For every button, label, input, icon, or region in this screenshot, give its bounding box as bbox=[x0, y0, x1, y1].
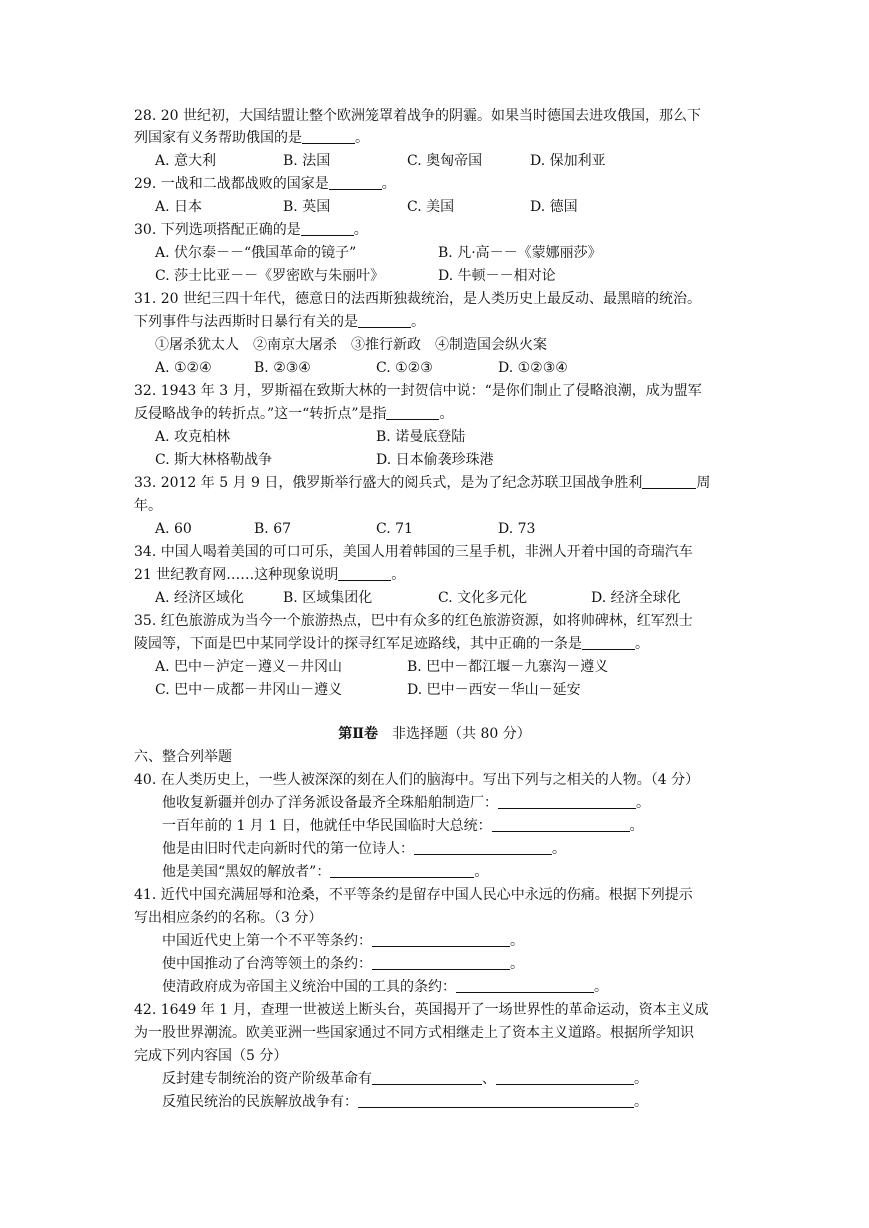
q28-stem: 列国家有义务帮助俄国的是 bbox=[134, 130, 302, 146]
q40-item-4: 他是美国“黑奴的解放者”： 。 bbox=[162, 864, 489, 880]
answer-blank[interactable] bbox=[498, 794, 636, 809]
q31-option-a: A. ①②④ bbox=[155, 360, 212, 376]
answer-blank[interactable] bbox=[386, 405, 439, 420]
q35-option-b: B. 巴中－都江堰－九寨沟－遵义 bbox=[407, 659, 609, 675]
q40-item-3: 他是由旧时代走向新时代的第一位诗人： 。 bbox=[162, 841, 566, 857]
q34-option-d: D. 经济全球化 bbox=[591, 590, 681, 606]
q30-stem: 30. 下列选项搭配正确的是 bbox=[134, 222, 301, 238]
answer-blank[interactable] bbox=[372, 932, 510, 947]
q42-item-1: 反封建专制统治的资产阶级革命有 、 。 bbox=[162, 1071, 648, 1087]
q33-option-d: D. 73 bbox=[498, 521, 536, 537]
q31-line2: 下列事件与法西斯时日暴行有关的是 。 bbox=[134, 314, 425, 330]
q32-stem: 反侵略战争的转折点。”这一“转折点”是指 bbox=[134, 406, 387, 422]
q34-option-a: A. 经济区域化 bbox=[155, 590, 245, 606]
q31-stem: 下列事件与法西斯时日暴行有关的是 bbox=[134, 314, 358, 330]
answer-blank[interactable] bbox=[358, 313, 411, 328]
answer-blank[interactable] bbox=[456, 978, 594, 993]
q41-line2: 写出相应条约的名称。（3 分） bbox=[134, 910, 323, 926]
q40-stem: 40. 在人类历史上，一些人被深深的刻在人们的脑海中。写出下列与之相关的人物。（4 分） bbox=[134, 772, 700, 788]
q34-line1: 34. 中国人喝着美国的可口可乐，美国人用着韩国的三星手机，非洲人开着中国的奇瑞汽车 bbox=[134, 544, 693, 560]
section-title-bold: 第Ⅱ卷 bbox=[338, 726, 379, 742]
answer-blank[interactable] bbox=[582, 635, 635, 650]
q28-option-b: B. 法国 bbox=[283, 153, 331, 169]
q34-line2: 21 世纪教育网……这种现象说明 。 bbox=[134, 567, 406, 583]
q28-option-c: C. 奥匈帝国 bbox=[407, 153, 483, 169]
q35-stem: 陵园等，下面是巴中某同学设计的探寻红军足迹路线，其中正确的一条是 bbox=[134, 636, 582, 652]
answer-blank[interactable] bbox=[338, 566, 391, 581]
q34-stem: 21 世纪教育网……这种现象说明 bbox=[134, 567, 339, 583]
q35-option-c: C. 巴中－成都－井冈山－遵义 bbox=[155, 682, 343, 698]
q42-line1: 42. 1649 年 1 月，查理一世被送上断头台，英国揭开了一场世界性的革命运动，资本主义成 bbox=[134, 1002, 709, 1018]
q35-option-d: D. 巴中－西安－华山－延安 bbox=[407, 682, 581, 698]
q41-item-3: 使清政府成为帝国主义统治中国的工具的条约： 。 bbox=[162, 979, 608, 995]
part-heading: 六、整合列举题 bbox=[134, 749, 232, 765]
answer-blank[interactable] bbox=[301, 221, 354, 236]
q42-line3: 完成下列内容国（5 分） bbox=[134, 1048, 288, 1064]
q28-option-a: A. 意大利 bbox=[155, 153, 217, 169]
q33-stem: 33. 2012 年 5 月 9 日，俄罗斯举行盛大的阅兵式，是为了纪念苏联卫国战争胜利 bbox=[134, 475, 643, 491]
q28-line1: 28. 20 世纪初，大国结盟让整个欧洲笼罩着战争的阴霾。如果当时德国去进攻俄国，那么下 bbox=[134, 108, 701, 124]
answer-blank[interactable] bbox=[302, 129, 355, 144]
q30-option-b: B. 凡·高－－《蒙娜丽莎》 bbox=[438, 245, 602, 261]
q31-line1: 31. 20 世纪三四十年代，德意日的法西斯独裁统治，是人类历史上最反动、最黑暗的统治。 bbox=[134, 291, 701, 307]
q31-option-b: B. ②③④ bbox=[254, 360, 311, 376]
q32-option-b: B. 诺曼底登陆 bbox=[376, 429, 466, 445]
q30-stem-line: 30. 下列选项搭配正确的是 。 bbox=[134, 222, 368, 238]
q32-option-a: A. 攻克柏林 bbox=[155, 429, 231, 445]
q42-line2: 为一股世界潮流。欧美亚洲一些国家通过不同方式相继走上了资本主义道路。根据所学知识 bbox=[134, 1025, 694, 1041]
q35-line1: 35. 红色旅游成为当今一个旅游热点，巴中有众多的红色旅游资源，如将帅碑林，红军烈士 bbox=[134, 613, 693, 629]
answer-blank[interactable] bbox=[492, 817, 630, 832]
q41-item-1: 中国近代史上第一个不平等条约： 。 bbox=[162, 933, 524, 949]
q32-line2: 反侵略战争的转折点。”这一“转折点”是指 。 bbox=[134, 406, 454, 422]
q33-option-a: A. 60 bbox=[155, 521, 192, 537]
answer-blank[interactable] bbox=[358, 1093, 634, 1108]
answer-blank[interactable] bbox=[414, 840, 552, 855]
q40-item-1: 他收复新疆并创办了洋务派设备最齐全珠船舶制造厂： 。 bbox=[162, 795, 650, 811]
section-title bbox=[0, 724, 869, 744]
q41-line1: 41. 近代中国充满屈辱和沧桑，不平等条约是留存中国人民心中永远的伤痛。根据下列提示 bbox=[134, 887, 693, 903]
q30-option-c: C. 莎士比亚－－《罗密欧与朱丽叶》 bbox=[155, 268, 385, 284]
q42-item-2: 反殖民统治的民族解放战争有： 。 bbox=[162, 1094, 648, 1110]
q32-line1: 32. 1943 年 3 月，罗斯福在致斯大林的一封贺信中说：“是你们制止了侵略浪潮，成为盟军 bbox=[134, 383, 702, 399]
answer-blank[interactable] bbox=[372, 955, 510, 970]
answer-blank[interactable] bbox=[329, 175, 382, 190]
q30-option-d: D. 牛顿－－相对论 bbox=[438, 268, 556, 284]
q33-option-b: B. 67 bbox=[254, 521, 292, 537]
q33-line1: 33. 2012 年 5 月 9 日，俄罗斯举行盛大的阅兵式，是为了纪念苏联卫国战争胜利 周 bbox=[134, 475, 711, 491]
q40-item-2: 一百年前的 1 月 1 日，他就任中华民国临时大总统： 。 bbox=[162, 818, 644, 834]
q29-stem: 29. 一战和二战都战败的国家是 bbox=[134, 176, 329, 192]
q29-option-b: B. 英国 bbox=[283, 199, 331, 215]
q31-items: ①屠杀犹太人 ②南京大屠杀 ③推行新政 ④制造国会纵火案 bbox=[155, 337, 547, 353]
answer-blank[interactable] bbox=[496, 1070, 634, 1085]
q32-option-c: C. 斯大林格勒战争 bbox=[155, 452, 273, 468]
answer-blank[interactable] bbox=[642, 474, 696, 489]
section-title-rest: 非选择题（共 80 分） bbox=[378, 726, 531, 742]
q28-option-d: D. 保加利亚 bbox=[530, 153, 606, 169]
q29-stem-line: 29. 一战和二战都战败的国家是 。 bbox=[134, 176, 396, 192]
q29-option-a: A. 日本 bbox=[155, 199, 203, 215]
q29-option-c: C. 美国 bbox=[407, 199, 455, 215]
q28-line2: 列国家有义务帮助俄国的是 。 bbox=[134, 130, 369, 146]
q32-option-d: D. 日本偷袭珍珠港 bbox=[376, 452, 494, 468]
answer-blank[interactable] bbox=[372, 1070, 482, 1085]
q31-option-c: C. ①②③ bbox=[376, 360, 433, 376]
answer-blank[interactable] bbox=[330, 863, 474, 878]
q34-option-c: C. 文化多元化 bbox=[438, 590, 528, 606]
q30-option-a: A. 伏尔泰－－“俄国革命的镜子” bbox=[155, 245, 357, 261]
q29-option-d: D. 德国 bbox=[530, 199, 578, 215]
q33-option-c: C. 71 bbox=[376, 521, 413, 537]
q35-line2: 陵园等，下面是巴中某同学设计的探寻红军足迹路线，其中正确的一条是 。 bbox=[134, 636, 649, 652]
q31-option-d: D. ①②③④ bbox=[498, 360, 568, 376]
q33-line2: 年。 bbox=[134, 498, 162, 514]
q34-option-b: B. 区域集团化 bbox=[283, 590, 373, 606]
q41-item-2: 使中国推动了台湾等领土的条约： 。 bbox=[162, 956, 524, 972]
q35-option-a: A. 巴中－泸定－遵义－井冈山 bbox=[155, 659, 343, 675]
